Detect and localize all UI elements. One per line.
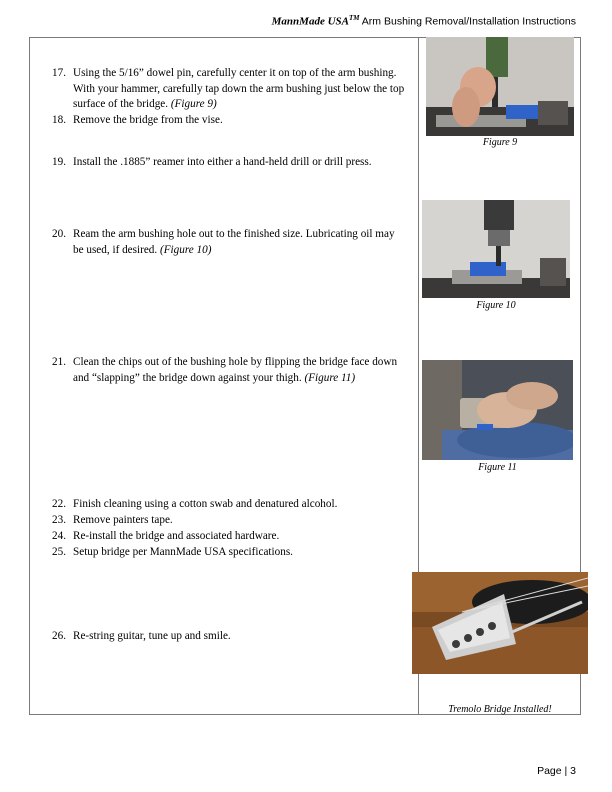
tremolo-bridge-photo [412,572,588,674]
page-number: Page | 3 [537,765,576,777]
step-21 [52,355,407,386]
figure-reference: (Figure 9) [170,98,217,110]
step-text: Install the .1885” reamer into either a hand-held drill or drill press. [73,156,372,168]
figure-reference: (Figure 11) [304,371,356,384]
step-text: Remove painters tape. [73,514,173,526]
trademark-mark: TM [348,14,360,22]
step-number: 24. [52,530,66,542]
brand-name: MannMade USA [271,15,349,28]
step-18 [52,113,407,129]
step-24 [52,529,407,545]
step-text: Clean the chips out of the bushing hole by flipping the bridge face down and “slapping” the bridge down against your thigh. [73,356,398,384]
step-number: 17. [52,67,66,79]
step-number: 21. [52,356,66,368]
step-number: 23. [52,514,66,526]
step-text: Re-string guitar, tune up and smile. [73,630,231,642]
step-number: 25. [52,546,66,558]
step-17 [52,66,407,113]
step-text: Remove the bridge from the vise. [73,114,223,126]
step-number: 26. [52,630,66,642]
step-text: Setup bridge per MannMade USA specifications. [73,546,293,558]
step-22 [52,497,407,513]
figure-10-photo [422,200,570,298]
step-number: 18. [52,114,66,126]
figure-11-caption: Figure 11 [478,462,517,473]
step-number: 20. [52,228,66,240]
step-26 [52,629,407,645]
step-text: Ream the arm bushing hole out to the finished size. Lubricating oil may be used, if desired. [73,228,395,256]
step-25 [52,545,407,561]
step-number: 19. [52,156,66,168]
figure-9-photo [426,37,574,136]
figure-9-caption: Figure 9 [482,137,518,148]
document-title: Arm Bushing Removal/Installation Instructions [359,15,576,28]
page-header [272,14,576,28]
figure-reference: (Figure 10) [160,243,212,256]
step-20 [52,227,407,258]
step-text: Finish cleaning using a cotton swab and denatured alcohol. [73,498,338,510]
step-text: Re-install the bridge and associated hardware. [73,530,280,542]
step-19 [52,155,407,171]
step-23 [52,513,407,529]
tremolo-bridge-caption: Tremolo Bridge Installed! [448,704,552,715]
step-number: 22. [52,498,66,510]
figure-11-photo [422,360,573,460]
figure-10-caption: Figure 10 [476,300,516,311]
step-text: Using the 5/16” dowel pin, carefully center it on top of the arm bushing. With your hammer, carefully tap down the arm bushing just below the top surface of the bridge. [73,67,405,110]
